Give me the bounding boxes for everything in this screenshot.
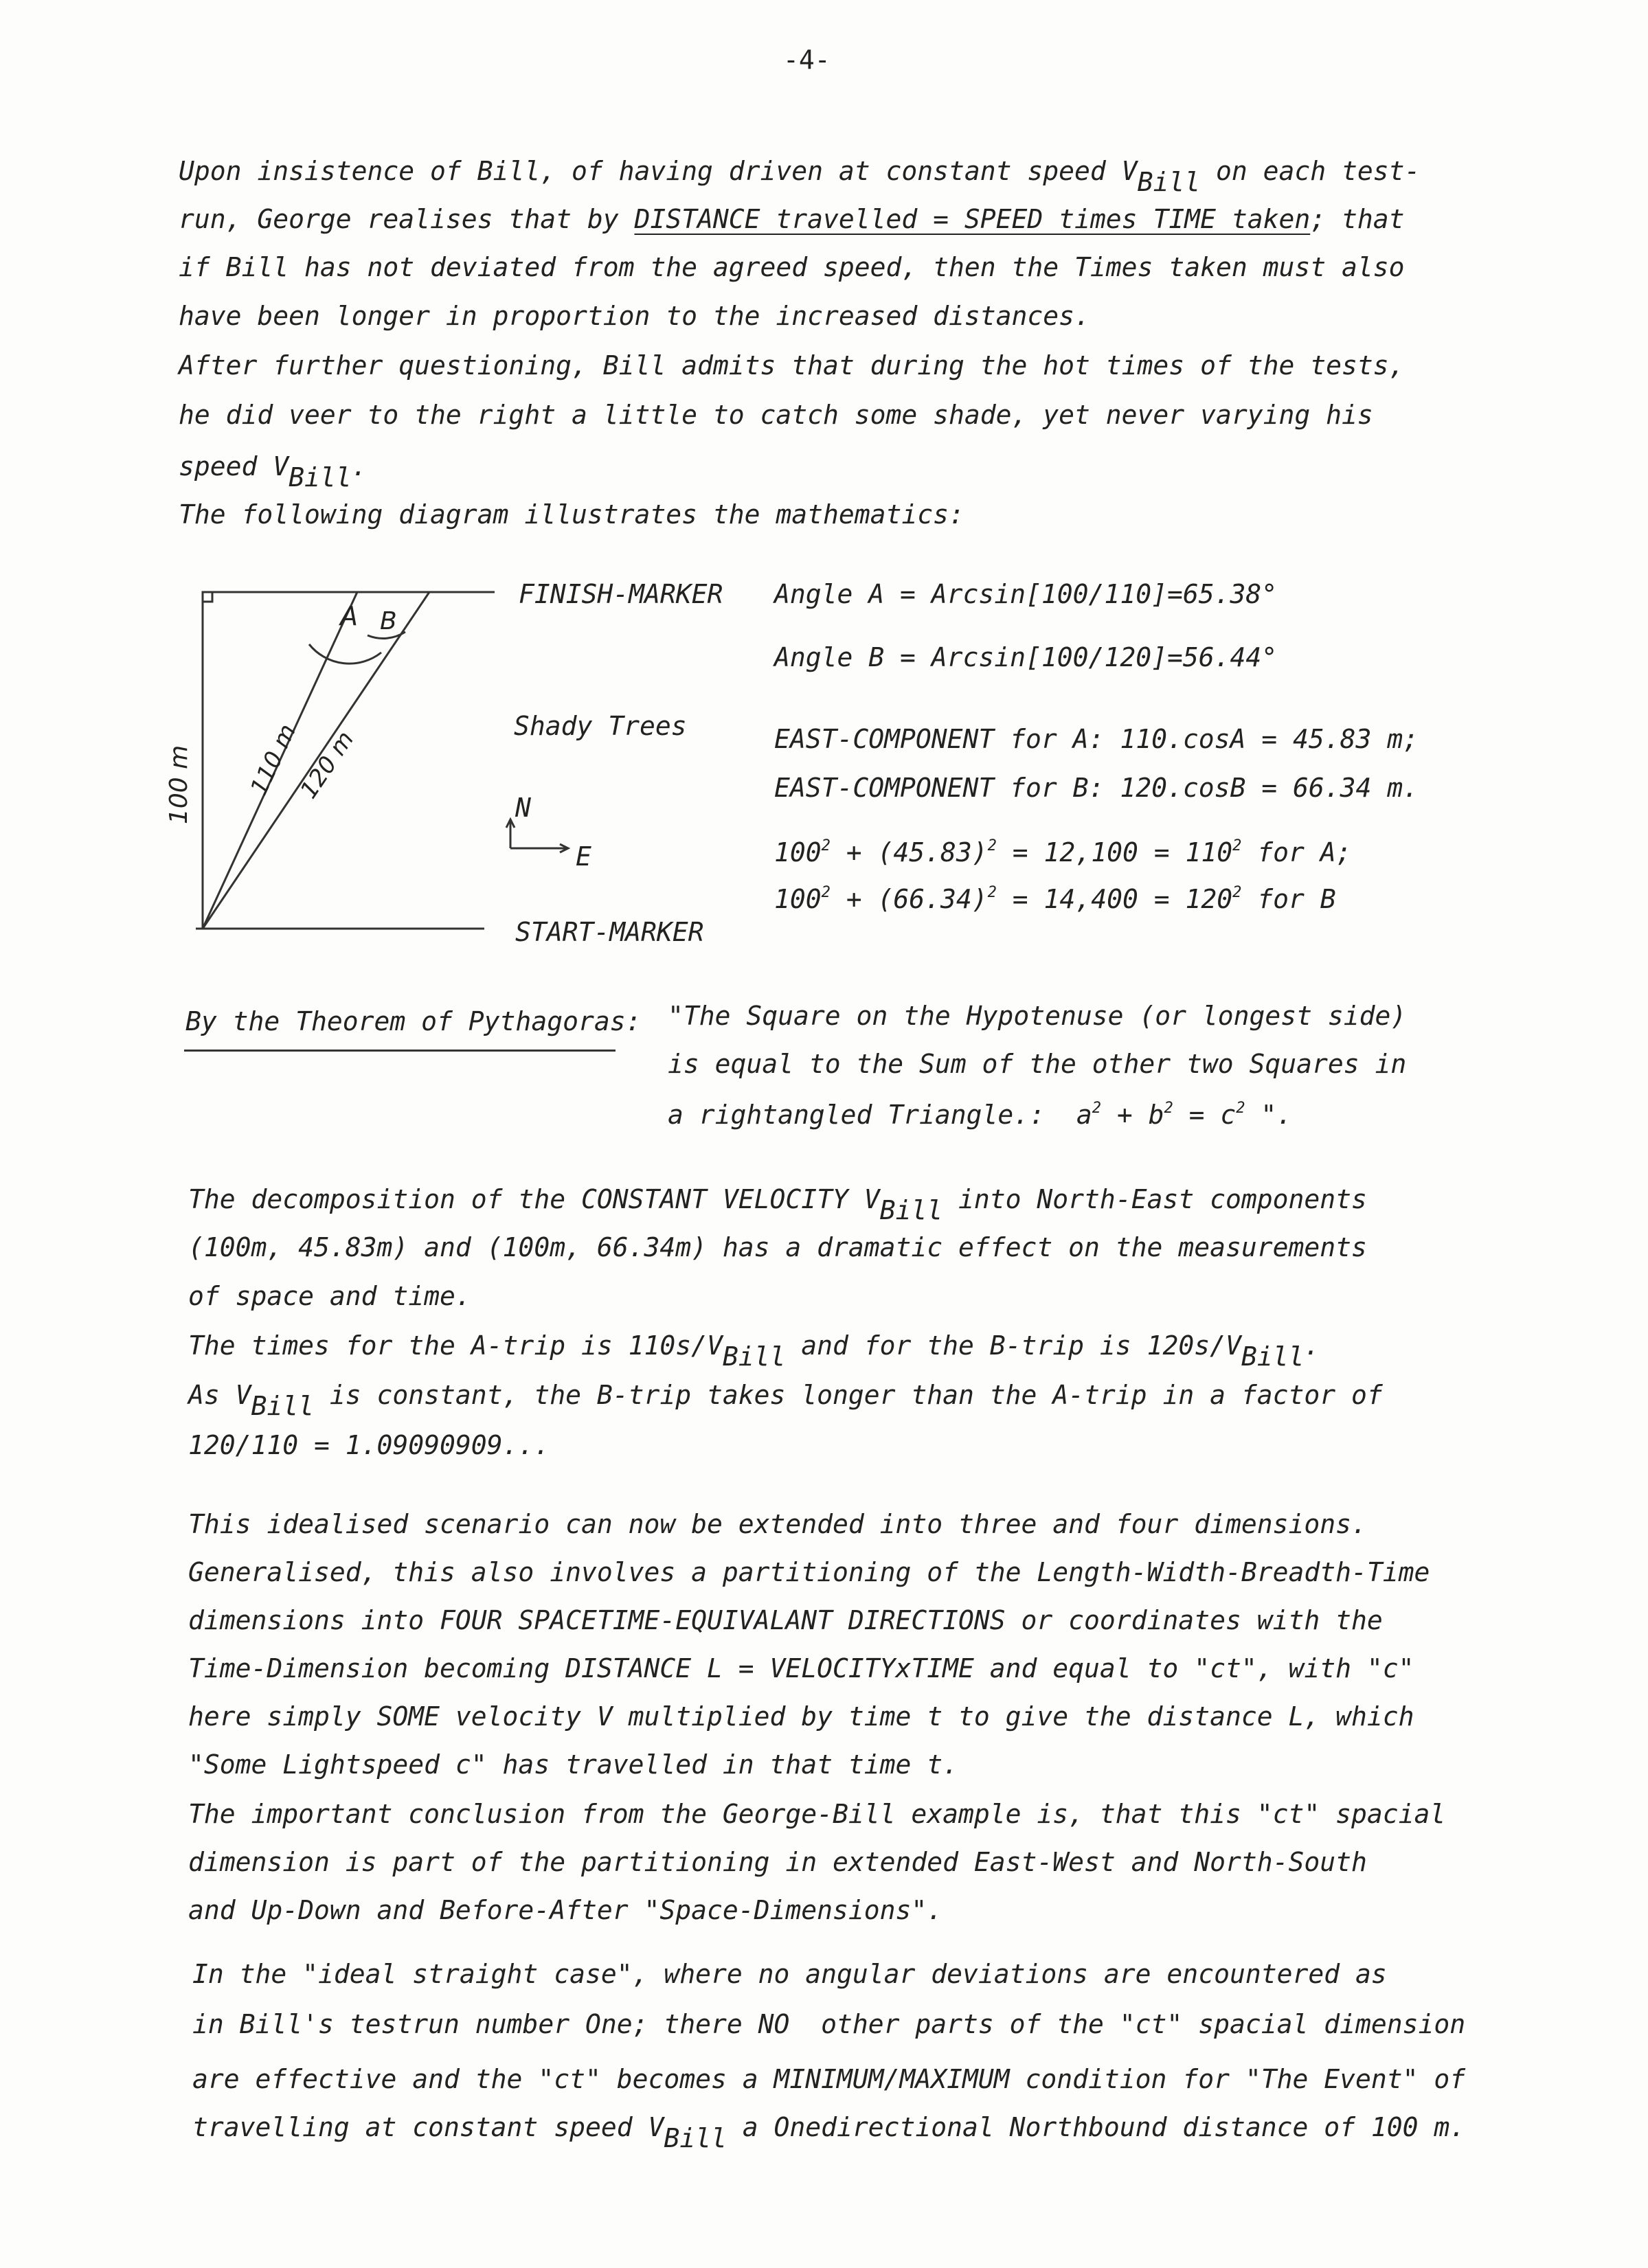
text-span: 100 <box>774 884 822 914</box>
text-line <box>188 1184 1367 1225</box>
text-span: As V <box>188 1380 251 1410</box>
superscript: 2 <box>1092 1100 1101 1117</box>
text-span: + b <box>1100 1100 1164 1130</box>
text-line: have been longer in proportion to the increased distances. <box>179 301 1090 331</box>
superscript: 2 <box>1236 1100 1245 1117</box>
subscript: Bill <box>251 1391 315 1421</box>
angle-a-label: A <box>340 601 358 631</box>
text-span: + (66.34) <box>830 884 988 914</box>
text-line: In the "ideal straight case", where no angular deviations are encountered as <box>192 1959 1387 1989</box>
page-number: -4- <box>783 45 831 75</box>
text-line: if Bill has not deviated from the agreed speed, then the Times taken must also <box>179 252 1405 282</box>
subscript: Bill <box>1137 167 1201 197</box>
text-span: Upon insistence of Bill, of having driven at constant speed V <box>179 156 1138 186</box>
angle-b-label: B <box>380 607 397 635</box>
superscript: 2 <box>1232 837 1242 854</box>
theorem-heading: By the Theorem of Pythagoras: <box>185 1006 642 1036</box>
text-line: in Bill's testrun number One; there NO other parts of the "ct" spacial dimension <box>192 2009 1466 2039</box>
text-line: here simply SOME velocity V multiplied by time t to give the distance L, which <box>188 1701 1414 1732</box>
hypotenuse-a-label: 110 m <box>245 720 302 800</box>
text-line: "Some Lightspeed c" has travelled in that time t. <box>188 1749 959 1780</box>
text-span: + (45.83) <box>830 837 988 867</box>
shady-trees-label: Shady Trees <box>514 711 687 741</box>
right-angle-marker <box>203 592 212 602</box>
superscript: 2 <box>821 884 831 901</box>
superscript: 2 <box>987 837 997 854</box>
pythagoras-check-a <box>774 839 1352 865</box>
east-component-b: EAST-COMPONENT for B: 120.cosB = 66.34 m. <box>774 773 1419 803</box>
text-span: = c <box>1173 1100 1237 1130</box>
text-span: = 12,100 = 110 <box>996 837 1233 867</box>
subscript: Bill <box>289 462 352 492</box>
finish-marker-label: FINISH-MARKER <box>519 579 723 609</box>
start-marker-label: START-MARKER <box>515 917 704 947</box>
text-line: This idealised scenario can now be extended into three and four dimensions. <box>188 1509 1367 1539</box>
text-span: a Onedirectional Northbound distance of 100 m. <box>726 2112 1466 2142</box>
text-span: The decomposition of the CONSTANT VELOCITY V <box>188 1184 880 1214</box>
text-line <box>192 2112 1466 2153</box>
text-span: on each test- <box>1200 156 1421 186</box>
pythagoras-check-b <box>774 886 1336 912</box>
theorem-underline <box>184 1050 616 1052</box>
text-span: run, George realises that by <box>179 204 635 234</box>
text-span: travelling at constant speed V <box>192 2112 664 2142</box>
text-line: Generalised, this also involves a partitioning of the Length-Width-Breadth-Time <box>188 1557 1430 1587</box>
theorem-text-line: is equal to the Sum of the other two Squares in <box>668 1049 1407 1079</box>
text-line: The following diagram illustrates the mathematics: <box>179 499 964 530</box>
text-span: ". <box>1245 1100 1293 1130</box>
east-component-a: EAST-COMPONENT for A: 110.cosA = 45.83 m; <box>774 724 1419 754</box>
text-line: of space and time. <box>188 1281 471 1311</box>
superscript: 2 <box>821 837 831 854</box>
text-span: a rightangled Triangle.: a <box>668 1100 1092 1130</box>
text-line: are effective and the "ct" becomes a MINIMUM/MAXIMUM condition for "The Event" of <box>192 2064 1466 2094</box>
text-span: . <box>351 451 368 481</box>
angle-a-arc <box>309 644 381 664</box>
subscript: Bill <box>722 1341 786 1372</box>
angle-a-equation: Angle A = Arcsin[100/110]=65.38° <box>774 579 1278 609</box>
text-span: ; that <box>1310 204 1405 234</box>
text-line: (100m, 45.83m) and (100m, 66.34m) has a dramatic effect on the measurements <box>188 1232 1367 1262</box>
text-span: = 14,400 = 120 <box>996 884 1233 914</box>
text-span: for A; <box>1241 837 1352 867</box>
text-line: The important conclusion from the George-Bill example is, that this "ct" spacial <box>188 1799 1446 1829</box>
text-line: dimensions into FOUR SPACETIME-EQUIVALANT DIRECTIONS or coordinates with the <box>188 1605 1383 1635</box>
side-length-label: 100 m <box>165 745 193 824</box>
subscript: Bill <box>879 1195 943 1225</box>
theorem-text-line: "The Square on the Hypotenuse (or longest side) <box>668 1001 1407 1031</box>
text-span: is constant, the B-trip takes longer than the A-trip in a factor of <box>314 1380 1383 1410</box>
text-span: and for the B-trip is 120s/V <box>785 1330 1241 1361</box>
text-line: 120/110 = 1.09090909... <box>188 1430 550 1460</box>
compass-east-label: E <box>576 841 591 872</box>
text-span: speed V <box>179 451 289 481</box>
superscript: 2 <box>1232 884 1242 901</box>
text-span: 100 <box>774 837 822 867</box>
text-line <box>188 1380 1383 1421</box>
subscript: Bill <box>1241 1341 1305 1372</box>
text-line: he did veer to the right a little to catch some shade, yet never varying his <box>179 400 1373 430</box>
text-span: for B <box>1241 884 1336 914</box>
underlined-formula: DISTANCE travelled = SPEED times TIME taken <box>634 204 1311 234</box>
text-line: Time-Dimension becoming DISTANCE L = VELOCITYxTIME and equal to "ct", with "c" <box>188 1653 1414 1683</box>
text-span: . <box>1304 1330 1320 1361</box>
superscript: 2 <box>1164 1100 1173 1117</box>
subscript: Bill <box>664 2123 727 2153</box>
text-line: dimension is part of the partitioning in extended East-West and North-South <box>188 1847 1367 1877</box>
text-line <box>188 1330 1320 1372</box>
angle-b-equation: Angle B = Arcsin[100/120]=56.44° <box>774 642 1278 672</box>
superscript: 2 <box>987 884 997 901</box>
compass-north-label: N <box>515 793 531 823</box>
hypotenuse-b-label: 120 m <box>295 726 360 804</box>
text-span: into North-East components <box>942 1184 1367 1214</box>
theorem-formula-line <box>668 1102 1292 1128</box>
text-line: and Up-Down and Before-After "Space-Dimensions". <box>188 1895 943 1925</box>
text-span: The times for the A-trip is 110s/V <box>188 1330 723 1361</box>
text-line: After further questioning, Bill admits that during the hot times of the tests, <box>179 350 1405 381</box>
